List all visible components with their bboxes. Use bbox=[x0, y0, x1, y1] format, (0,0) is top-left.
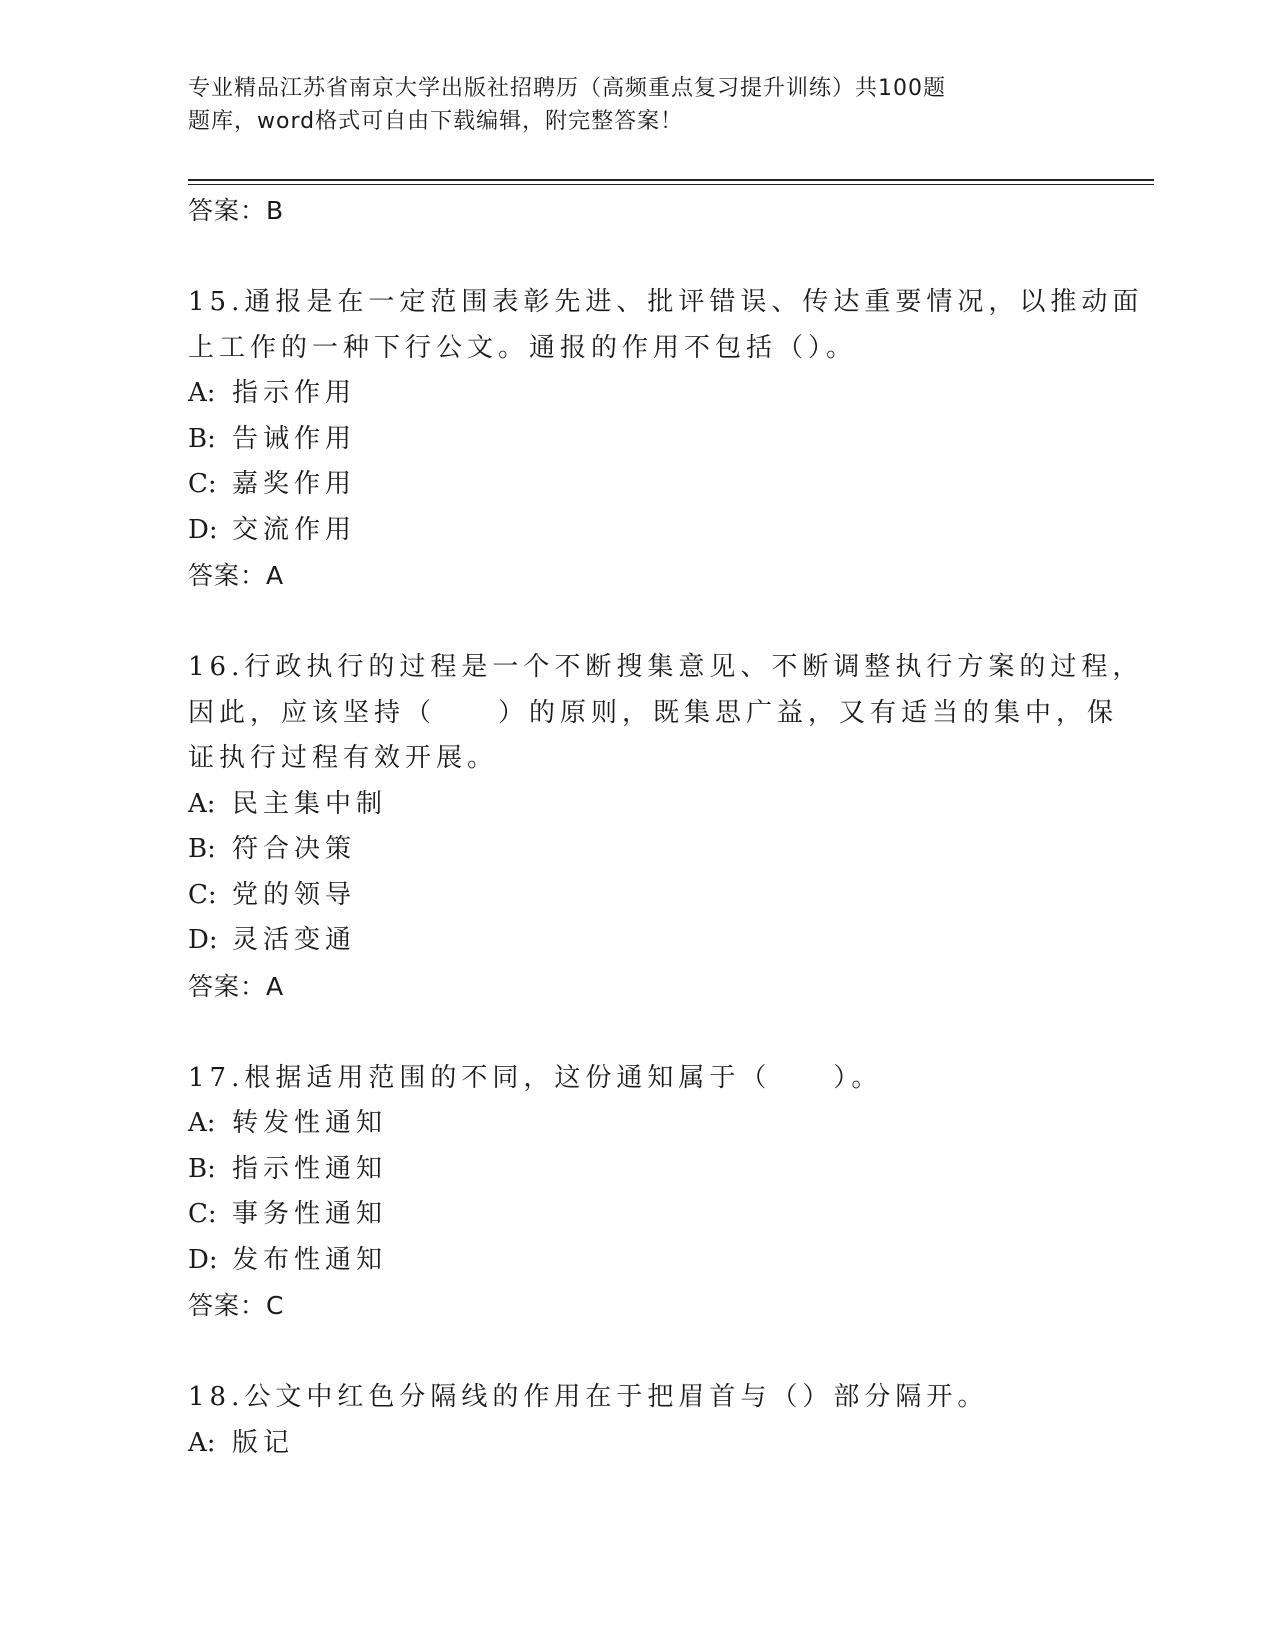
option-c bbox=[188, 873, 1088, 919]
option-text: 灵活变通 bbox=[232, 925, 357, 955]
option-text: 符合决策 bbox=[232, 834, 357, 864]
option-text: 嘉奖作用 bbox=[232, 469, 357, 499]
question-block bbox=[188, 645, 1144, 1009]
answer-line: 答案：B bbox=[188, 196, 285, 225]
option-text: 交流作用 bbox=[232, 514, 357, 545]
answer-line: 答案：A bbox=[188, 971, 285, 1001]
header-rule-thin bbox=[188, 184, 1154, 185]
option-text: 党的领导 bbox=[232, 879, 357, 910]
stem-line: 15.通报是在一定范围表彰先进、批评错误、传达重要情况，以推动面 bbox=[188, 287, 1144, 317]
option-label: D: bbox=[188, 925, 218, 955]
option-label: D: bbox=[188, 514, 218, 545]
option-label: C: bbox=[188, 469, 217, 499]
header-rule-thick bbox=[188, 179, 1154, 181]
question-block bbox=[188, 1375, 1088, 1466]
option-a bbox=[188, 371, 1088, 417]
option-c bbox=[188, 1192, 1088, 1238]
option-a bbox=[188, 1421, 1088, 1467]
option-text: 指示作用 bbox=[232, 378, 357, 408]
stem-line: 因此，应该坚持（ ）的原则，既集思广益，又有适当的集中，保 bbox=[188, 697, 1119, 728]
option-d bbox=[188, 1238, 1088, 1284]
stem-line: 上工作的一种下行公文。通报的作用不包括（）。 bbox=[188, 332, 858, 363]
header-line: 专业精品江苏省南京大学出版社招聘历（高频重点复习提升训练）共100题 bbox=[188, 76, 946, 101]
option-text: 民主集中制 bbox=[232, 788, 388, 819]
option-label: B: bbox=[188, 423, 216, 454]
option-label: B: bbox=[188, 834, 216, 864]
answer-line: 答案：C bbox=[188, 1291, 285, 1320]
option-text: 事务性通知 bbox=[232, 1199, 388, 1229]
option-b bbox=[188, 827, 1088, 873]
option-text: 版记 bbox=[232, 1427, 295, 1458]
option-d bbox=[188, 918, 1088, 964]
option-label: D: bbox=[188, 1244, 218, 1275]
option-text: 指示性通知 bbox=[232, 1153, 388, 1184]
option-b bbox=[188, 417, 1088, 463]
answer-line: 答案：A bbox=[188, 561, 285, 590]
question-stem bbox=[188, 280, 1144, 371]
option-c bbox=[188, 462, 1088, 508]
option-text: 告诫作用 bbox=[232, 423, 357, 454]
option-text: 转发性通知 bbox=[232, 1108, 388, 1138]
question-block bbox=[188, 280, 1144, 598]
header-line: 题库，word格式可自由下载编辑，附完整答案！ bbox=[188, 109, 684, 134]
question-stem bbox=[188, 1375, 1088, 1421]
option-label: A: bbox=[188, 788, 216, 819]
question-list bbox=[188, 188, 1144, 1466]
option-label: A: bbox=[188, 1108, 216, 1138]
question-block bbox=[188, 1056, 1088, 1329]
question-stem bbox=[188, 1056, 1088, 1102]
stem-line: 18.公文中红色分隔线的作用在于把眉首与（）部分隔开。 bbox=[188, 1382, 989, 1412]
question-stem bbox=[188, 645, 1144, 782]
stem-line: 16.行政执行的过程是一个不断搜集意见、不断调整执行方案的过程， bbox=[188, 652, 1144, 682]
option-a bbox=[188, 1101, 1088, 1147]
document-header bbox=[188, 72, 1028, 138]
option-label: C: bbox=[188, 1199, 217, 1229]
option-label: A: bbox=[188, 378, 216, 408]
option-a bbox=[188, 782, 1088, 828]
stem-line: 17.根据适用范围的不同，这份通知属于（ ）。 bbox=[188, 1062, 883, 1093]
option-text: 发布性通知 bbox=[232, 1244, 388, 1275]
option-label: B: bbox=[188, 1153, 216, 1184]
stem-line: 证执行过程有效开展。 bbox=[188, 743, 499, 773]
option-b bbox=[188, 1147, 1088, 1193]
option-label: A: bbox=[188, 1427, 216, 1458]
option-label: C: bbox=[188, 879, 217, 910]
option-d bbox=[188, 508, 1088, 554]
